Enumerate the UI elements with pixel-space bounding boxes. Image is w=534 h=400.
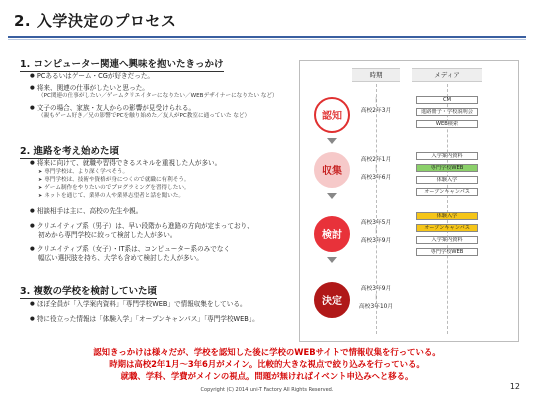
copyright: Copyright (C) 2014 uni-T Factory All Rights Reserved. [200,387,334,393]
stage-arrow [327,257,337,263]
stage-awareness-circle: 認知 [314,97,350,133]
section-2-bullet-1: ● 将来に向けて、就職や習得できるスキルを重視した人が多い。 [30,159,221,168]
section-2-sub-1: ➤ 専門学校は、より深く学べそう。 [38,169,128,176]
section-2-bullet-3: ● クリエイティブ系（男子）は、早い段階から進路の方向が定まっており、 [30,222,254,231]
media-cm: CM [416,96,478,104]
media-brochure: 入学案内資料 [416,152,478,160]
stage-4-period-line-2: ｜ [373,295,379,301]
column-header-period: 時期 [352,68,400,82]
media-trial-class: 体験入学 [416,176,478,184]
stage-3-period-line-3: 高校3年9月 [360,238,392,244]
stage-collection-circle: 収集 [314,152,350,188]
conclusion-line-3: 就職、学科、学費がメインの視点。問題が無ければイベント申込みへと移る。 [120,371,414,381]
section-2-bullet-3-cont: 初めから専門学校に絞って検討した人が多い。 [38,231,177,239]
stage-2-period-line-1: 高校2年1月 [360,157,392,163]
stage-1-period-line-1: ｜ [373,98,379,104]
section-1-bullet-3: ● 文子の場合、家族・友人からの影響が見受けられる。 [30,104,195,113]
stage-4-period-line-1: 高校3年9月 [360,286,392,292]
section-1-bullet-3-note: （親もゲーム好き／兄の影響でPCを触り始めた／友人がPC教室に通っていた など） [38,113,251,119]
section-2-sub-3: ➤ ゲーム制作をやりたいのでプログラミングを習得したい。 [38,185,190,192]
media-school-web-highlight: 専門学校WEB [416,164,478,172]
section-2-heading: 2. 進路を考え始めた頃 [20,143,119,159]
stage-1-period-line-2: 高校2年3月 [360,108,392,114]
media-open-campus-highlight: オープンキャンパス [416,224,478,232]
stage-consideration-circle: 検討 [314,216,350,252]
title-rule [8,36,526,38]
section-1-bullet-2: ● 将来、関連の仕事がしたいと思った。 [30,84,149,93]
page-number: 12 [509,382,520,391]
conclusion-line-1: 認知きっかけは様々だが、学校を認知した後に学校のWEBサイトで情報収集を行っている。 [93,347,441,357]
stage-arrow [327,193,337,199]
stage-decision-circle: 決定 [314,282,350,318]
section-1-heading: 1. コンピューター関連へ興味を抱いたきっかけ [20,56,224,72]
media-open-campus: オープンキャンパス [416,188,478,196]
section-2-bullet-4-cont: 幅広い選択肢を持ち、大学も含めて検討した人が多い。 [38,254,203,262]
section-3-bullet-1: ● ほぼ全員が「入学案内資料」「専門学校WEB」で情報収集をしている。 [30,300,247,309]
section-2-bullet-2: ● 相談相手は主に、高校の先生や親。 [30,207,142,216]
media-school-web-2: 専門学校WEB [416,248,478,256]
section-3-bullet-2: ● 特に役立った情報は「体験入学」「オープンキャンパス」「専門学校WEB」。 [30,315,259,324]
column-header-media: メディア [412,68,482,82]
stage-3-period-line-2: ｜ [373,229,379,235]
media-web-search: WEB検索 [416,120,478,128]
stage-2-period-line-2: ｜ [373,166,379,172]
section-2-sub-4: ➤ ネットを通じて、業界の人や業界志望者と話を聞いた。 [38,193,184,200]
title-rule-secondary [8,39,526,40]
media-guidebook: 進路冊子・学校説明会 [416,108,478,116]
conclusion-line-2: 時期は高校2年1月～3年6月がメイン。比較的大きな視点で絞り込みを行っている。 [109,359,425,369]
media-trial-class-highlight: 体験入学 [416,212,478,220]
slide-title: 2. 入学決定のプロセス [14,12,177,30]
section-3-heading: 3. 複数の学校を検討していた頃 [20,283,157,299]
section-2-bullet-4: ● クリエイティブ系（女子）・IT系は、コンピューター系のみでなく [30,245,230,254]
section-1-bullet-1: ● PCあるいはゲーム・CGが好きだった。 [30,72,154,81]
section-1-bullet-2-note: （PC関連の仕事がしたい／ゲームクリエイターになりたい／WEBデザイナーになりたい など） [38,93,278,99]
stage-2-period-line-3: 高校3年6月 [360,175,392,181]
media-brochure-2: 入学案内資料 [416,236,478,244]
stage-3-period-line-1: 高校3年5月 [360,220,392,226]
stage-4-period-line-3: 高校3年10月 [358,304,394,310]
section-2-sub-2: ➤ 専門学校は、技術や資格が身につくので就職に有利そう。 [38,177,190,184]
stage-arrow [327,138,337,144]
